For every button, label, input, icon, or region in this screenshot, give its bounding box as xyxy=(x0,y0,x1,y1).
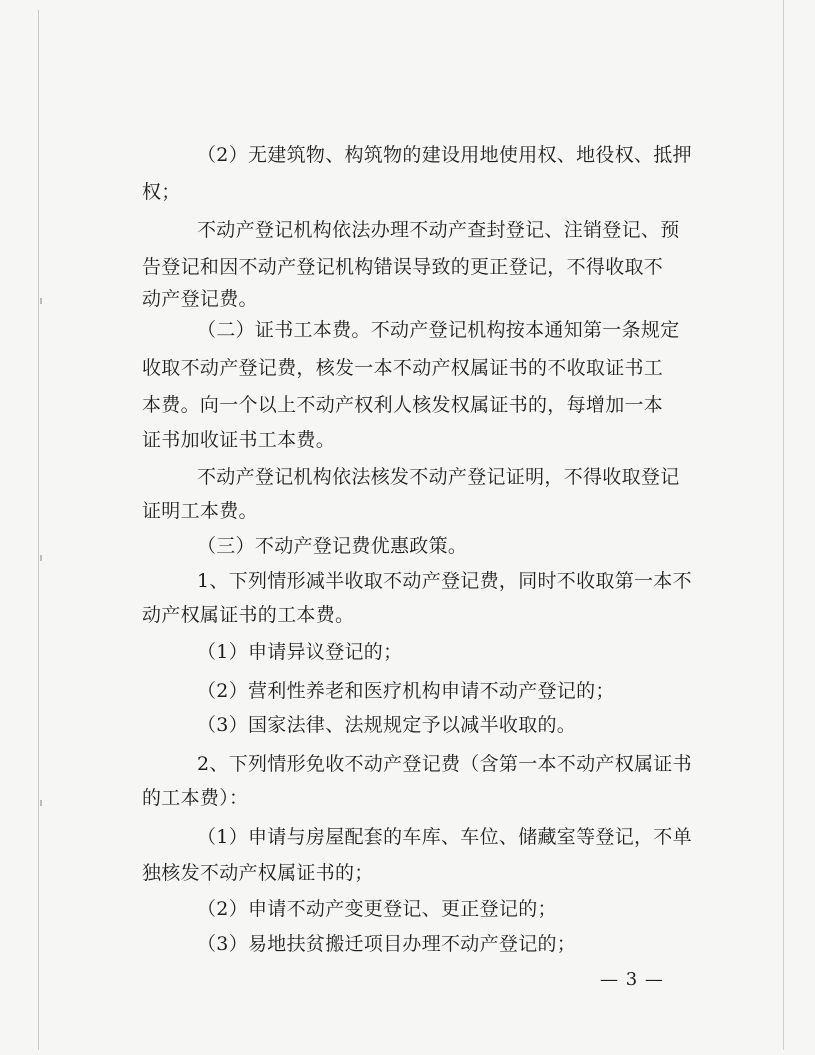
body-line: （2）营利性养老和医疗机构申请不动产登记的； xyxy=(197,680,615,702)
body-line: 1、下列情形减半收取不动产登记费，同时不收取第一本不 xyxy=(197,570,692,592)
scan-edge-right xyxy=(783,0,784,1050)
body-line: （3）国家法律、法规规定予以减半收取的。 xyxy=(197,714,577,736)
body-line: 告登记和因不动产登记机构错误导致的更正登记，不得收取不 xyxy=(142,256,664,278)
body-line: 证明工本费。 xyxy=(142,500,258,522)
scan-edge-left xyxy=(38,10,39,1050)
body-line: 不动产登记机构依法办理不动产查封登记、注销登记、预 xyxy=(197,219,680,241)
body-line: 动产权属证书的工本费。 xyxy=(142,604,355,626)
scan-mark xyxy=(40,555,42,561)
body-line: 收取不动产登记费，核发一本不动产权属证书的不收取证书工 xyxy=(142,357,664,379)
body-line: 证书加收证书工本费。 xyxy=(142,429,336,451)
page-number: — 3 — xyxy=(600,969,664,990)
body-line: 的工本费）： xyxy=(142,787,249,809)
body-line: （1）申请异议登记的； xyxy=(197,641,403,663)
body-line: （3）易地扶贫搬迁项目办理不动产登记的； xyxy=(197,933,577,955)
body-line: （1）申请与房屋配套的车库、车位、储藏室等登记，不单 xyxy=(197,826,692,848)
body-line: 独核发不动产权属证书的； xyxy=(142,862,374,884)
body-line: （三）不动产登记费优惠政策。 xyxy=(197,535,468,557)
scan-mark xyxy=(40,800,42,806)
body-line: （二）证书工本费。不动产登记机构按本通知第一条规定 xyxy=(197,319,680,341)
body-line: 2、下列情形免收不动产登记费（含第一本不动产权属证书 xyxy=(197,753,692,775)
body-line: （2）无建筑物、构筑物的建设用地使用权、地役权、抵押 xyxy=(197,144,692,166)
body-line: 本费。向一个以上不动产权利人核发权属证书的，每增加一本 xyxy=(142,394,664,416)
body-line: 动产登记费。 xyxy=(142,288,258,310)
body-line: 不动产登记机构依法核发不动产登记证明，不得收取登记 xyxy=(197,466,680,488)
body-line: （2）申请不动产变更登记、更正登记的； xyxy=(197,898,557,920)
body-line: 权； xyxy=(142,181,181,203)
scan-mark xyxy=(40,298,42,304)
